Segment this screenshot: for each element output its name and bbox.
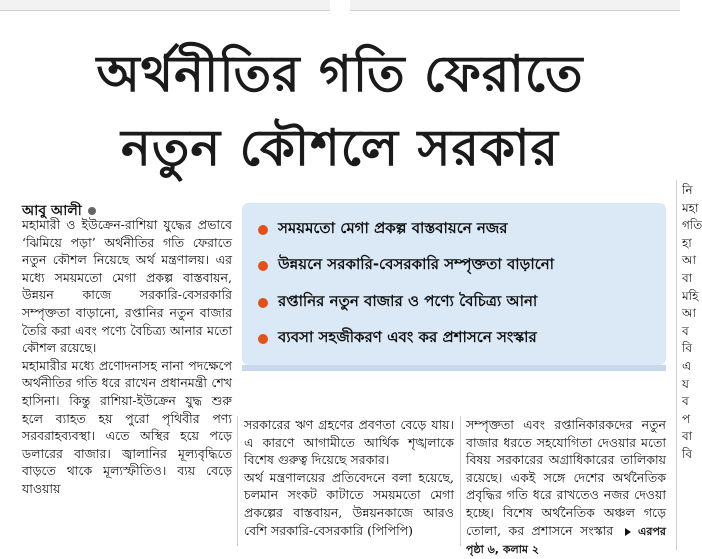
highlight-text: রপ্তানির নতুন বাজার ও পণ্যে বৈচিত্র্য আনা	[278, 292, 538, 310]
column-3-text: সম্পৃক্ততা এবং রপ্তানিকারকদের নতুন বাজার ধরতে সহযোগিতা দেওয়ার মতো বিষয় সরকারের অগ্রাধিকারের তালিকায় রয়েছে। একই সঙ্গে দেশের অর্থনৈতিক প্রবৃদ্ধির গতি ধরে রাখতেও নজর দেওয়া হচ্ছে। বিশেষ অর্থনৈতিক অঞ্চল গড়ে তোলা, কর প্রশাসনে সংস্কার	[466, 417, 666, 538]
bullet-icon	[258, 334, 268, 344]
fragment-line: বি	[682, 446, 693, 461]
highlights-box	[242, 203, 666, 365]
article-column-1	[22, 216, 232, 498]
headline-line-2: নতুন কৌশলে সরকার	[120, 119, 560, 177]
fragment-line: প	[682, 411, 691, 426]
highlight-item	[258, 253, 658, 278]
bullet-icon	[258, 298, 268, 308]
highlight-text: উন্নয়নে সরকারি-বেসরকারি সম্পৃক্ততা বাড়ানো	[278, 255, 555, 273]
fragment-line: আ	[682, 253, 696, 268]
column-2-paragraph-1: সরকারের ঋণ গ্রহণের প্রবণতা বেড়ে যায়। এ কারণে আগামীতে আর্থিক শৃঙ্খলাকে বিশেষ গুরুত্ব দিয়েছে সরকার।	[244, 417, 454, 468]
highlight-item	[258, 326, 658, 351]
highlight-text: সময়মতো মেগা প্রকল্প বাস্তবায়নে নজর	[278, 219, 508, 237]
bullet-icon	[258, 261, 268, 271]
continued-arrow-icon	[625, 528, 631, 536]
fragment-line: নি	[682, 183, 693, 197]
fragment-line: য	[682, 376, 689, 391]
column-divider	[237, 416, 238, 546]
top-rule	[0, 0, 696, 10]
fragment-line: বি	[682, 341, 693, 356]
byline-dot-icon	[88, 207, 96, 215]
column-1-paragraph-2: মহামারীর মধ্যে প্রণোদনাসহ নানা পদক্ষেপে অর্থনীতির গতি ধরে রাখেন প্রধানমন্ত্রী শেখ হাসিনা। কিন্তু রাশিয়া-ইউক্রেন যুদ্ধ শুরু হলে ব্যাহত হয় পুরো পৃথিবীর পণ্য সরবরাহব্যবস্থা। এতে অস্থির হয়ে পড়ে ডলারের বাজার। জ্বালানির মূল্যবৃদ্ধিতে বাড়তে থাকে মূল্যস্ফীতিও। ব্যয় বেড়ে যাওয়ায়	[22, 357, 232, 496]
bullet-icon	[258, 225, 268, 235]
fragment-line: বা	[682, 429, 693, 444]
top-rule-right	[350, 0, 680, 11]
adjacent-article-fragment	[682, 182, 702, 464]
fragment-line: ব	[682, 323, 689, 338]
fragment-line: মহি	[682, 288, 699, 303]
top-rule-left	[0, 0, 330, 11]
article-column-3	[466, 416, 666, 559]
byline-author: আবু আলী	[22, 203, 82, 219]
highlights-box-edge	[242, 365, 666, 371]
fragment-line: এ	[682, 358, 692, 373]
fragment-line: বা	[682, 270, 693, 285]
highlight-item	[258, 217, 658, 242]
column-3-paragraph-1	[466, 416, 666, 559]
fragment-line: মহা	[682, 200, 699, 215]
column-1-paragraph-1: মহামারী ও ইউক্রেন-রাশিয়া যুদ্ধের প্রভাবে ‘ঝিমিয়ে পড়া’ অর্থনীতির গতি ফেরাতে নতুন কৌশল নিয়েছে অর্থ মন্ত্রণালয়। এর মধ্যে সময়মতো মেগা প্রকল্প বাস্তবায়ন, উন্নয়ন কাজে সরকারি-বেসরকারি সম্পৃক্ততা বাড়ানো, রপ্তানির নতুন বাজার তৈরি করা এবং পণ্যে বৈচিত্র্য আনার মতো কৌশল রয়েছে।	[22, 217, 232, 356]
fragment-line: ব	[682, 394, 689, 409]
article-column-2	[244, 416, 454, 539]
column-2-paragraph-2: অর্থ মন্ত্রণালয়ের প্রতিবেদনে বলা হয়েছে, চলমান সংকট কাটাতে সময়মতো মেগা প্রকল্পের বাস্তবায়ন, উন্নয়নকাজে আরও বেশি সরকারি-বেসরকারি (পিপিপি)	[244, 469, 454, 538]
highlight-text: ব্যবসা সহজীকরণ এবং কর প্রশাসনে সংস্কার	[278, 328, 537, 346]
fragment-line: হা	[682, 235, 692, 250]
continued-label: এরপর পৃষ্ঠা ৬, কলাম ২	[466, 524, 666, 557]
highlight-item	[258, 290, 658, 315]
column-divider	[676, 180, 677, 550]
fragment-line: গতি	[682, 218, 702, 233]
fragment-line: আ	[682, 306, 696, 321]
column-divider	[460, 416, 461, 546]
headline-line-1: অর্থনীতির গতি ফেরাতে	[96, 45, 584, 103]
